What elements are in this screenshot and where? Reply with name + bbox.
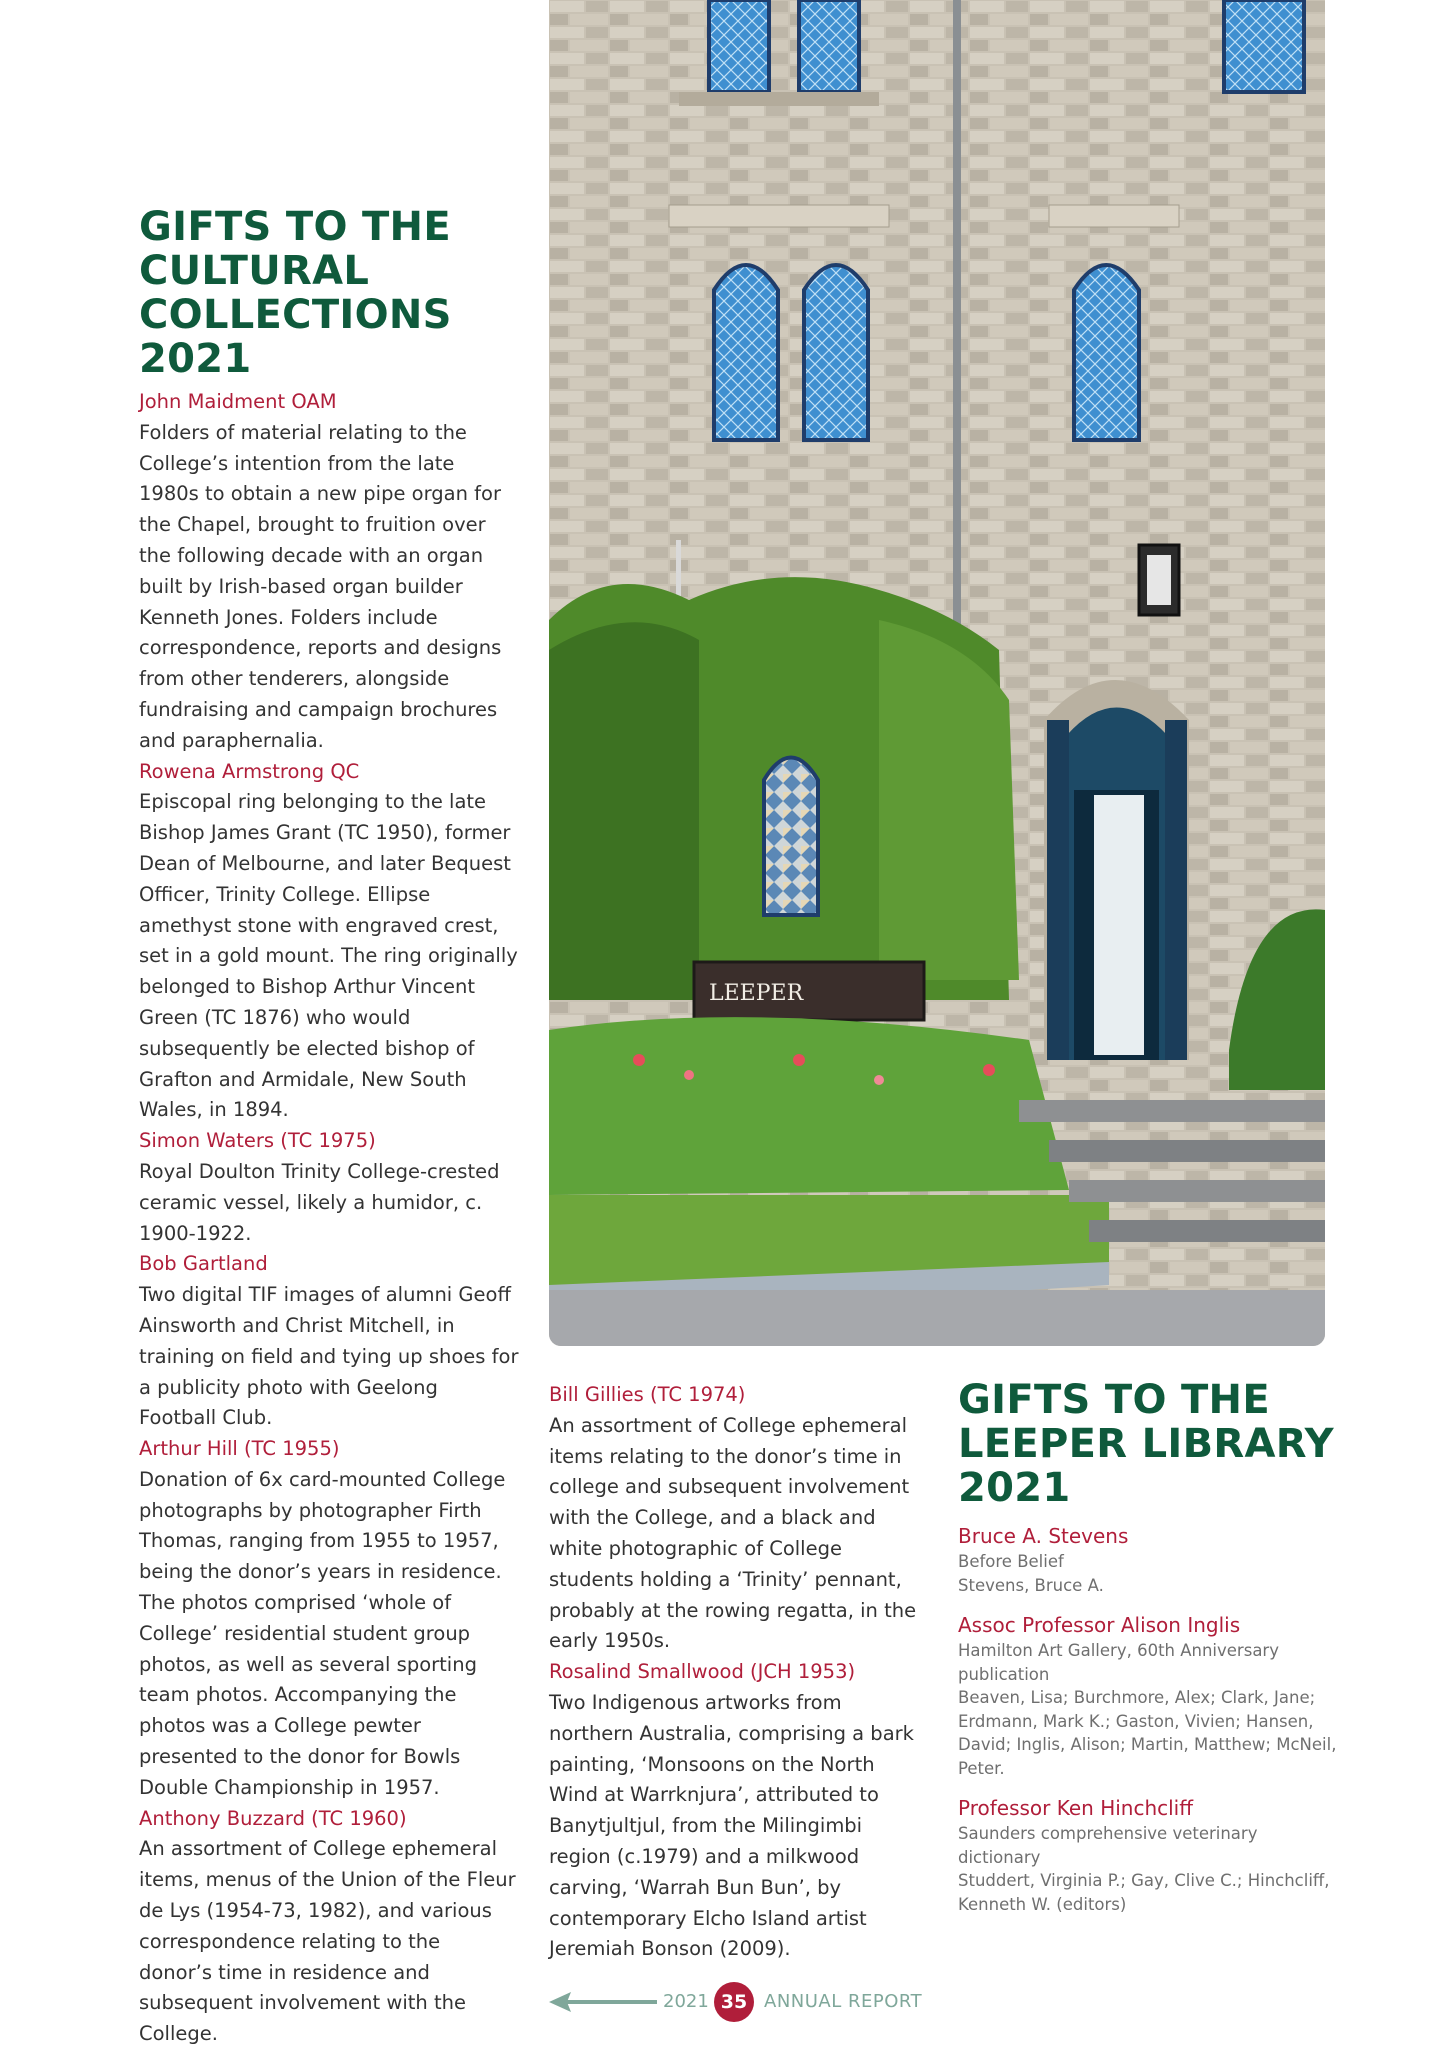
- donor-name: Bob Gartland: [139, 1252, 268, 1276]
- page-footer: [549, 1982, 969, 2022]
- footer-label: ANNUAL REPORT: [764, 1991, 923, 2012]
- page-number-badge: 35: [714, 1982, 754, 2022]
- book-title: Before Belief: [958, 1552, 1064, 1571]
- gift-description: Royal Doulton Trinity College-crested ceramic vessel, likely a humidor, c. 1900-1922.: [139, 1159, 500, 1245]
- library-gift: [958, 1611, 1338, 1780]
- book-authors: Studdert, Virginia P.; Gay, Clive C.; Hinchcliff, Kenneth W. (editors): [958, 1871, 1330, 1914]
- donor-name: Rowena Armstrong QC: [139, 759, 360, 783]
- gift-description: An assortment of College ephemeral items relating to the donor’s time in college and subsequent involvement with the College, and a black and white photographic of College students holding a ‘Trinity’ pennant, probably at the rowing regatta, in the early 1950s.: [549, 1413, 917, 1653]
- gift-description: An assortment of College ephemeral items, menus of the Union of the Fleur de Lys (1954-73, 1982), and various correspondence relating to the donor’s time in residence and subsequent involvement with the College.: [139, 1837, 516, 2046]
- gift-description: Two digital TIF images of alumni Geoff Ainsworth and Christ Mitchell, in training on field and tying up shoes for a publicity photo with Geelong Football Club.: [139, 1283, 519, 1430]
- gift-description: Episcopal ring belonging to the late Bishop James Grant (TC 1950), former Dean of Melbourne, and later Bequest Officer, Trinity College. Ellipse amethyst stone with engraved crest, set in a gold mount. The ring originally belonged to Bishop Arthur Vincent Green (TC 1876) who would subsequently be elected bishop of Grafton and Armidale, New South Wales, in 1894.: [139, 790, 518, 1122]
- donor-name: John Maidment OAM: [139, 390, 337, 413]
- cultural-collections-heading: GIFTS TO THE CULTURAL COLLECTIONS 2021: [139, 204, 452, 382]
- gift-description: Two Indigenous artworks from northern Australia, comprising a bark painting, ‘Monsoons on the North Wind at Warrknjura’, attributed to Banytjultjul, from the Milingimbi region (c.1979) and a milkwood carving, ‘Warrah Bun Bun’, by contemporary Elcho Island artist Jeremiah Bonson (2009).: [549, 1690, 914, 1961]
- library-gift: [958, 1794, 1338, 1916]
- book-authors: Stevens, Bruce A.: [958, 1575, 1104, 1595]
- cultural-collections-continued: [549, 1380, 924, 1965]
- library-gift: [958, 1522, 1338, 1597]
- cultural-collections-section: [139, 205, 519, 2050]
- gift-description: Folders of material relating to the College’s intention from the late 1980s to obtain a new pipe organ for the Chapel, brought to fruition over the following decade with an organ built by Irish-based organ builder Kenneth Jones. Folders include correspondence, reports and designs from other tenderers, alongside fundraising and campaign brochures and paraphernalia.: [139, 420, 502, 752]
- leeper-library-heading: GIFTS TO THE LEEPER LIBRARY 2021: [958, 1377, 1334, 1511]
- donor-name: Anthony Buzzard (TC 1960): [139, 1806, 407, 1830]
- leeper-library-section: [958, 1378, 1338, 1930]
- donor-name: Simon Waters (TC 1975): [139, 1129, 376, 1153]
- leeper-sign-text: LEEPER: [709, 981, 804, 1006]
- donor-name: Assoc Professor Alison Inglis: [958, 1613, 1241, 1637]
- footer-year: 2021: [663, 1991, 709, 2012]
- donor-name: Bill Gillies (TC 1974): [549, 1383, 746, 1406]
- gift-description: Donation of 6x card-mounted College photographs by photographer Firth Thomas, ranging from 1955 to 1957, being the donor’s years in residence. The photos comprised ‘whole of College’ residential student group photos, as well as several sporting team photos. Accompanying the photos was a College pewter presented to the donor for Bowls Double Championship in 1957.: [139, 1467, 506, 1799]
- book-authors: Beaven, Lisa; Burchmore, Alex; Clark, Jane; Erdmann, Mark K.; Gaston, Vivien; Hansen, David; Inglis, Alison; Martin, Matthew; McNeil, Peter.: [958, 1688, 1337, 1778]
- leeper-building-photo: [549, 0, 1325, 1346]
- donor-name: Rosalind Smallwood (JCH 1953): [549, 1660, 856, 1684]
- donor-name: Arthur Hill (TC 1955): [139, 1437, 340, 1461]
- book-title: Hamilton Art Gallery, 60th Anniversary publication: [958, 1641, 1279, 1684]
- book-title: Saunders comprehensive veterinary dictionary: [958, 1824, 1258, 1867]
- donor-name: Professor Ken Hinchcliff: [958, 1796, 1194, 1820]
- arrow-left-icon[interactable]: [549, 1990, 659, 2014]
- donor-name: Bruce A. Stevens: [958, 1524, 1129, 1548]
